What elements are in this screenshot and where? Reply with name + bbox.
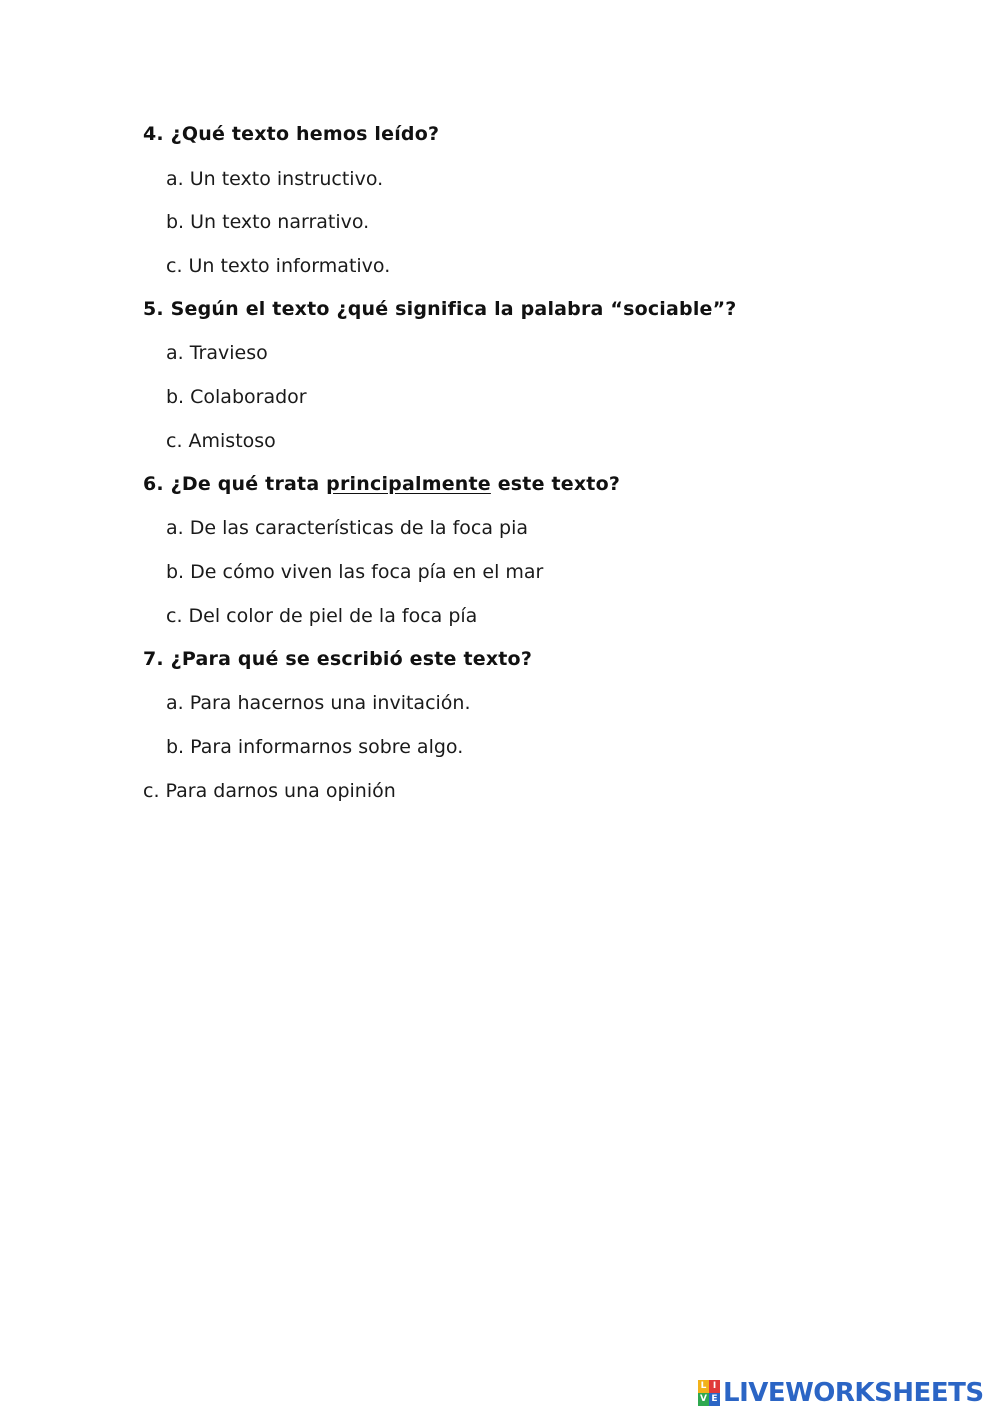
question-4-option-b: b. Un texto narrativo. bbox=[166, 211, 370, 233]
question-7: 7. ¿Para qué se escribió este texto? bbox=[143, 648, 533, 670]
question-6 bbox=[143, 472, 620, 496]
question-5-option-c: c. Amistoso bbox=[166, 430, 276, 452]
question-7-option-a: a. Para hacernos una invitación. bbox=[166, 692, 471, 714]
logo-icon-letter-v: V bbox=[698, 1393, 709, 1406]
logo-icon-letter-l: L bbox=[698, 1380, 709, 1393]
question-4-option-c: c. Un texto informativo. bbox=[166, 255, 391, 277]
question-4-option-a: a. Un texto instructivo. bbox=[166, 168, 384, 190]
question-6-option-b: b. De cómo viven las foca pía en el mar bbox=[166, 561, 544, 583]
logo-icon-letter-i: I bbox=[709, 1380, 720, 1393]
question-7-option-b: b. Para informarnos sobre algo. bbox=[166, 736, 464, 758]
question-6-text-before: 6. ¿De qué trata bbox=[143, 473, 327, 495]
question-4: 4. ¿Qué texto hemos leído? bbox=[143, 123, 440, 145]
question-6-option-c: c. Del color de piel de la foca pía bbox=[166, 605, 478, 627]
question-5: 5. Según el texto ¿qué significa la palabra “sociable”? bbox=[143, 298, 737, 320]
question-5-option-a: a. Travieso bbox=[166, 342, 268, 364]
question-6-text-after: este texto? bbox=[490, 473, 621, 495]
question-6-underlined-word: principalmente bbox=[326, 473, 491, 495]
question-7-option-c: c. Para darnos una opinión bbox=[143, 780, 396, 802]
liveworksheets-logo-text: LIVEWORKSHEETS bbox=[723, 1378, 984, 1408]
liveworksheets-logo-icon bbox=[698, 1380, 720, 1406]
logo-icon-letter-e: E bbox=[709, 1393, 720, 1406]
liveworksheets-logo bbox=[698, 1378, 984, 1408]
question-6-option-a: a. De las características de la foca pia bbox=[166, 517, 528, 539]
question-5-option-b: b. Colaborador bbox=[166, 386, 307, 408]
